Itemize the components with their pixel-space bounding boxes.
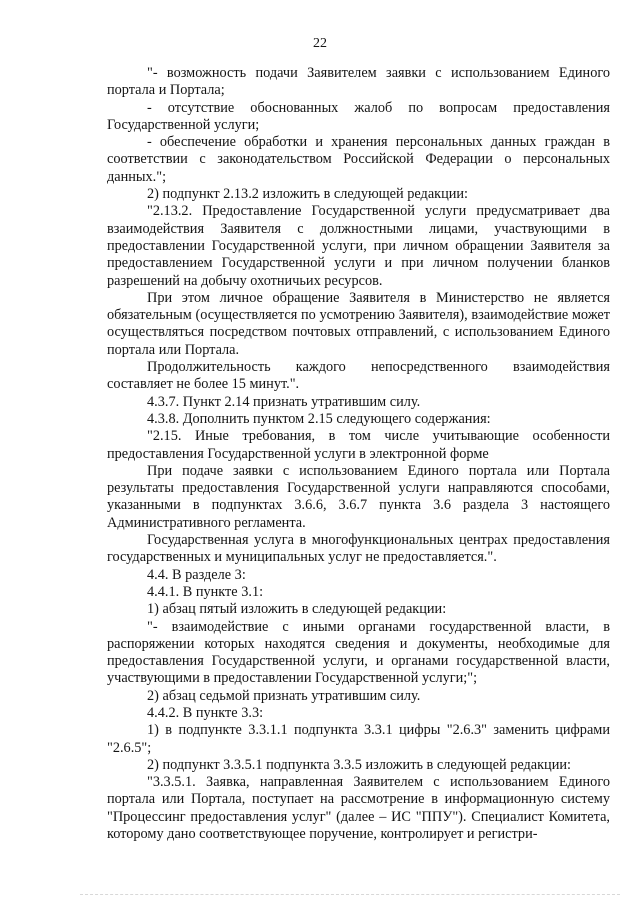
paragraph: 4.4.1. В пункте 3.1: [147, 583, 264, 600]
paragraph: Продолжительность каждого непосредственного взаимодействия составляет не более 15 минут.". [107, 359, 610, 393]
paragraph: 4.3.7. Пункт 2.14 признать утратившим силу. [147, 393, 421, 410]
paragraph: 4.3.8. Дополнить пунктом 2.15 следующего содержания: [147, 410, 491, 427]
page-number: 22 [313, 36, 327, 51]
scan-bottom-edge [80, 894, 620, 895]
paragraph: 4.4.2. В пункте 3.3: [147, 704, 264, 721]
paragraph: 2) подпункт 3.3.5.1 подпункта 3.3.5 изложить в следующей редакции: [147, 756, 571, 773]
paragraph: 2) подпункт 2.13.2 изложить в следующей редакции: [147, 186, 469, 203]
paragraph: 1) в подпункте 3.3.1.1 подпункта 3.3.1 цифры "2.6.3" заменить цифрами "2.6.5"; [107, 722, 610, 756]
paragraph: 1) абзац пятый изложить в следующей редакции: [147, 601, 447, 618]
paragraph: - обеспечение обработки и хранения персональных данных граждан в соответствии с законодательством Российской Федерации о персональных данных."; [107, 134, 610, 185]
paragraph: "- возможность подачи Заявителем заявки с использованием Единого портала и Портала; [107, 65, 610, 99]
paragraph: "- взаимодействие с иными органами государственной власти, в распоряжении которых находятся сведения и документы, необходимые для предоставления Государственной услуги, и органами государственной власти, участвующими в предоставлении Государственной услуги;"; [107, 618, 610, 687]
paragraph: 2) абзац седьмой признать утратившим силу. [147, 687, 421, 704]
paragraph: При подаче заявки с использованием Единого портала или Портала результаты предоставления Государственной услуги направляются способами, указанными в подпунктах 3.6.6, 3.6.7 пункта 3.6 раздела 3 настоящего Административного регламента. [107, 462, 610, 531]
paragraph: 4.4. В разделе 3: [147, 566, 246, 583]
document-body [107, 65, 610, 843]
paragraph: "2.13.2. Предоставление Государственной услуги предусматривает два взаимодействия Заявителя с должностными лицами, участвующими в предоставлении Государственной услуги, при личном обращении Заявителя за предоставлением Государственной услуги и при личном получении бланков разрешений на добычу охотничьих ресурсов. [107, 203, 610, 289]
paragraph: "2.15. Иные требования, в том числе учитывающие особенности предоставления Государственной услуги в электронной форме [107, 428, 610, 462]
paragraph: Государственная услуга в многофункциональных центрах предоставления государственных и муниципальных услуг не предоставляется.". [107, 532, 610, 566]
paragraph: - отсутствие обоснованных жалоб по вопросам предоставления Государственной услуги; [107, 99, 610, 133]
paragraph: "3.3.5.1. Заявка, направленная Заявителем с использованием Единого портала или Портала, поступает на рассмотрение в информационную систему "Процессинг предоставления услуг" (далее – ИС "ППУ"). Специалист Комитета, которому дано соответствующее поручение, контролирует и регистри- [107, 774, 610, 843]
paragraph: При этом личное обращение Заявителя в Министерство не является обязательным (осуществляется по усмотрению Заявителя), взаимодействие может осуществляться посредством почтовых отправлений, с использованием Единого портала или Портала. [107, 289, 610, 358]
